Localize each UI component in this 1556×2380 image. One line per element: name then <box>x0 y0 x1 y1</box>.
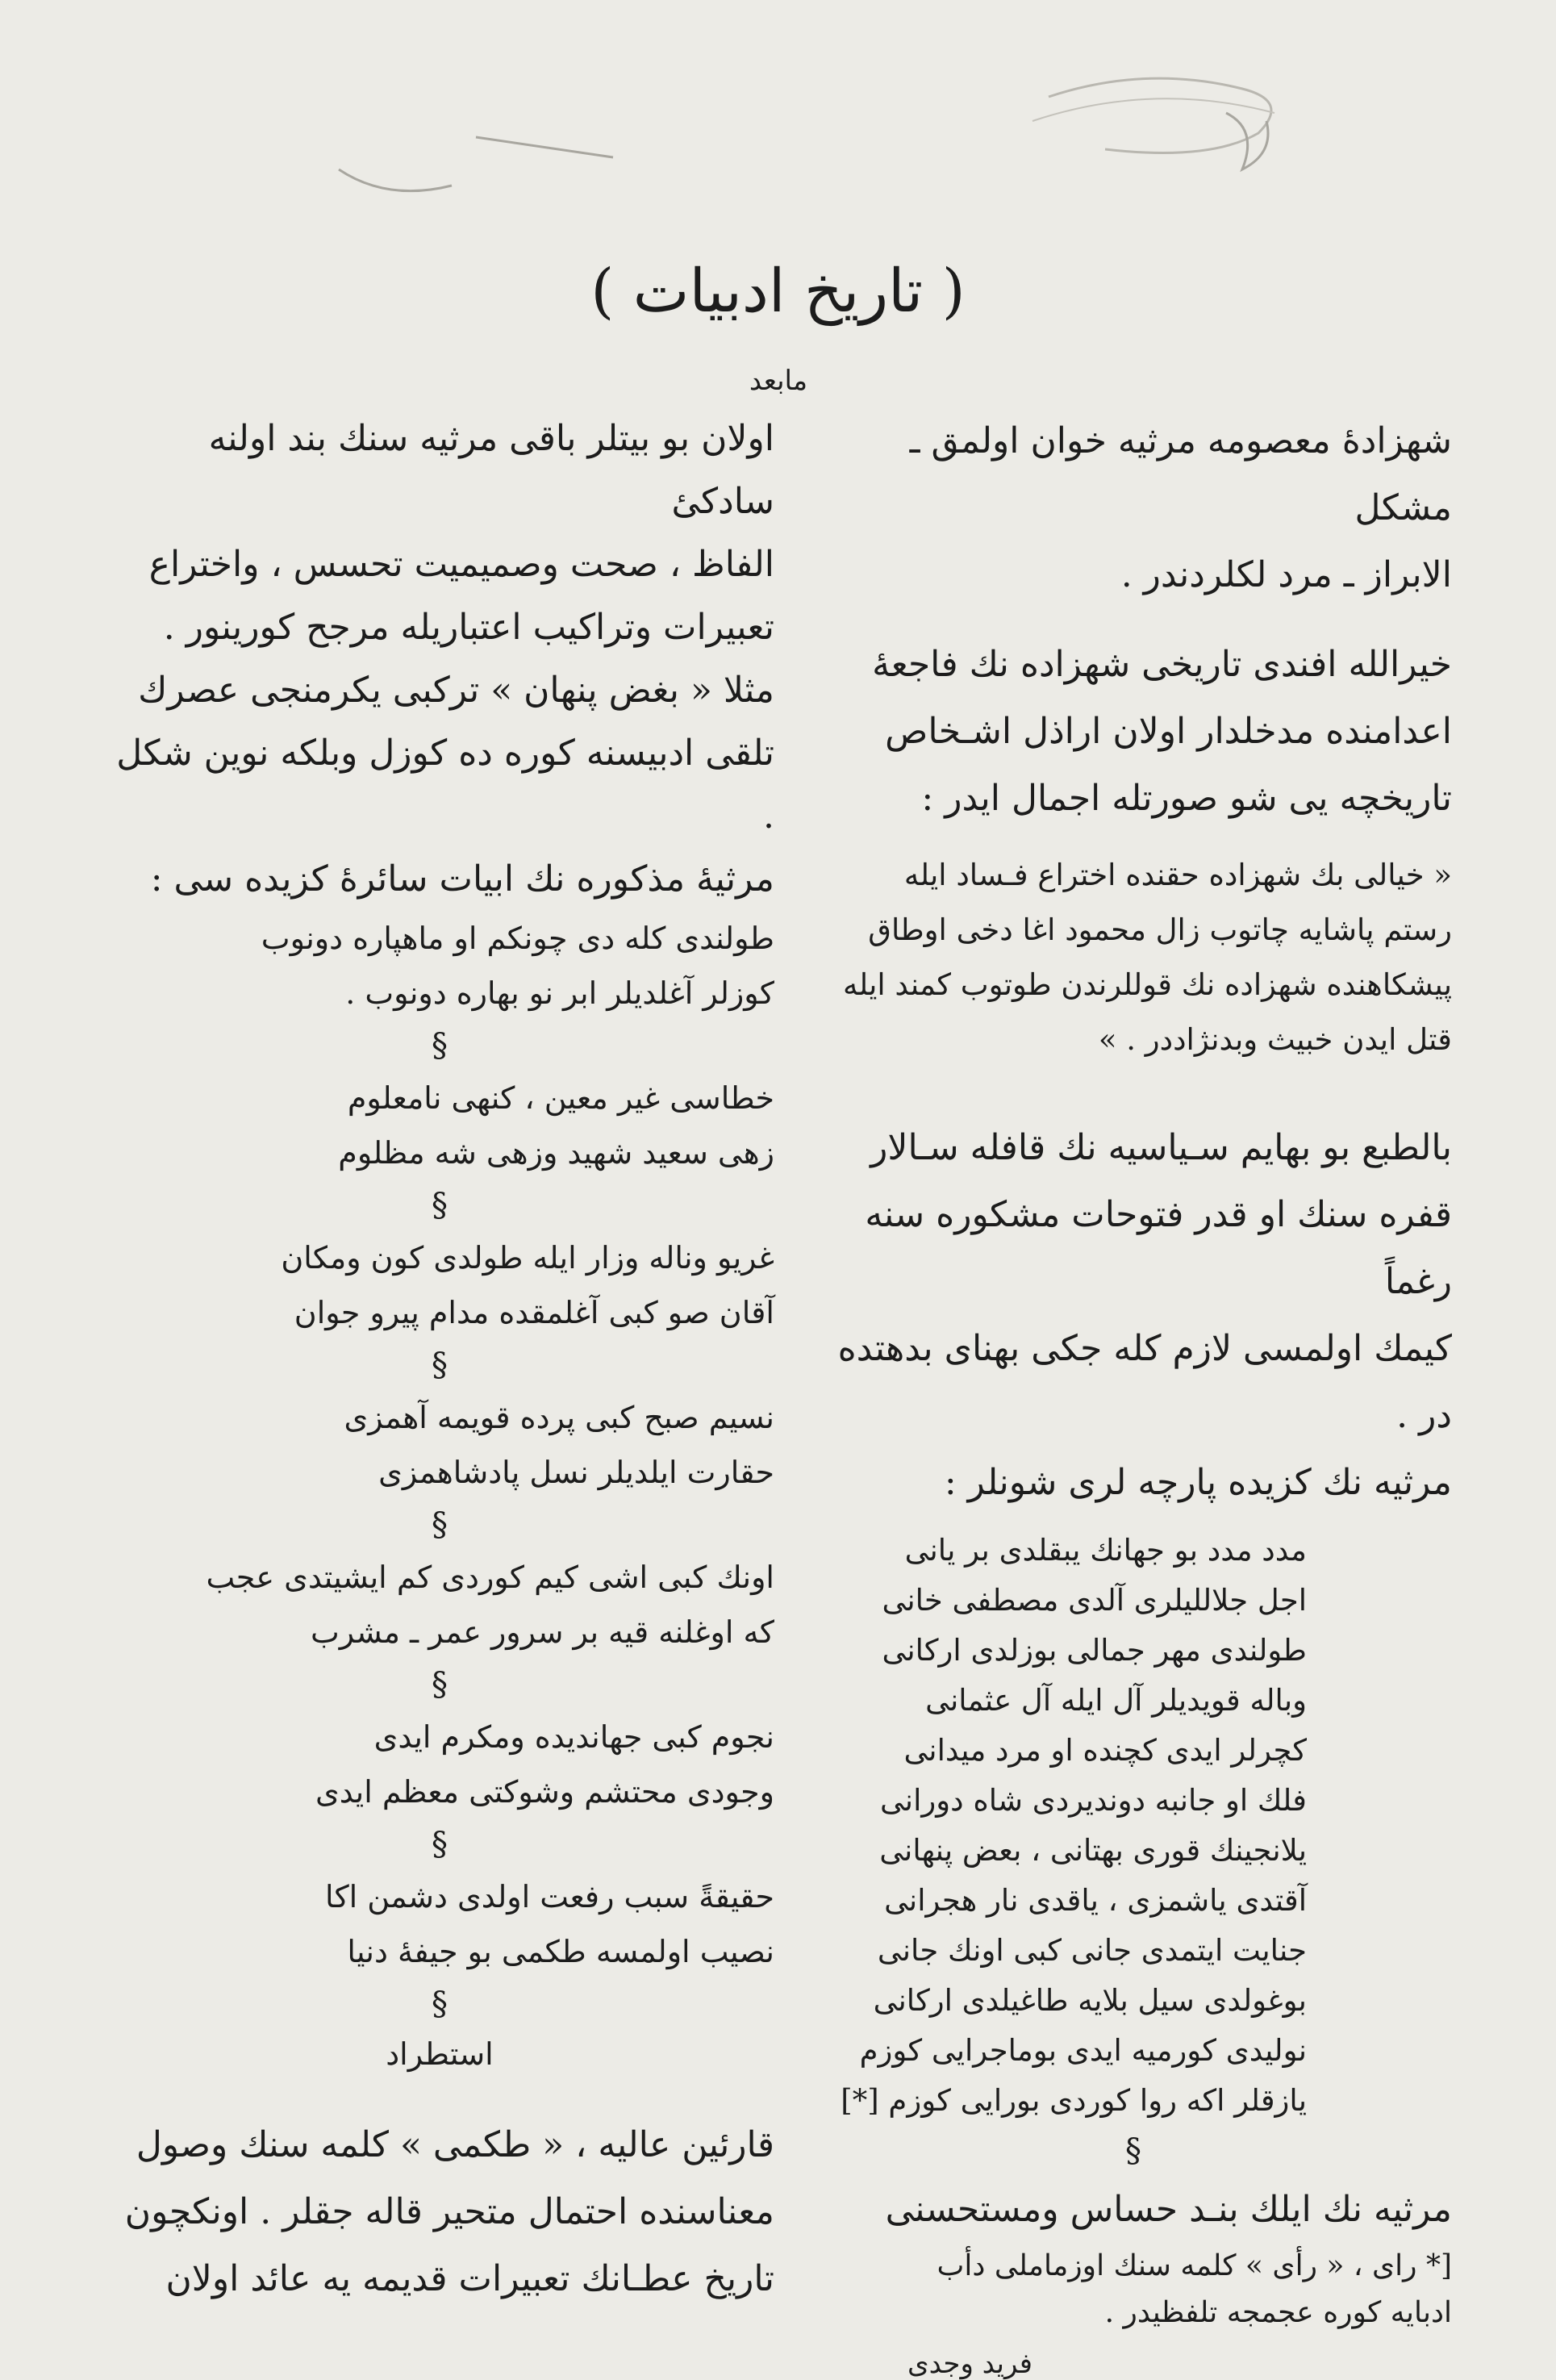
text-line: رستم پاشایه چاتوب زال محمود اغا دخی اوطاق <box>868 912 1452 947</box>
text-line: معناسنده احتمال متحیر قاله جقلر . اونکچون <box>124 2191 774 2232</box>
verse-line: وباله قویدیلر آل ایله آل عثمانی <box>925 1683 1307 1718</box>
verse-line: یازقلر اکه روا کوردی بورایی کوزم [*] <box>841 2083 1307 2118</box>
verse-line: که اوغلنه قیه بر سرور عمر ـ مشرب <box>310 1614 774 1650</box>
verse-line: حقیقةً سبب رفعت اولدی دشمن اکا <box>324 1879 774 1914</box>
verse-line: حقارت ایلدیلر نسل پادشاهمزی <box>378 1455 774 1490</box>
text-line: [* رای ، « رأی » کلمه سنك اوزماملی دأب <box>937 2249 1452 2282</box>
block-quote <box>815 848 1452 1067</box>
digression-heading: استطراد <box>386 2036 494 2072</box>
continued-label: مابعد <box>749 365 808 397</box>
verse-couplet <box>105 1710 774 1819</box>
verse-line: غریو وناله وزار ایله طولدی کون ومکان <box>281 1240 774 1276</box>
text-line: مثلا « بغض پنهان » ترکبی یکرمنجی عصرك <box>138 670 774 711</box>
pencil-scribbles <box>0 0 1556 226</box>
verse-line: زهی سعید شهید وزهی شه مظلوم <box>338 1135 774 1171</box>
verse-line: آقتدی یاشمزی ، یاقدی نار هجرانی <box>884 1883 1307 1918</box>
text-line: پیشکاهنده شهزاده نك قوللرندن طوتوب کمند ایله <box>842 967 1452 1002</box>
section-mark: § <box>432 1506 448 1543</box>
text-line: خیرالله افندی تاریخی شهزاده نك فاجعهٔ <box>872 644 1452 685</box>
text-line: کیمك اولمسی لازم کله جکی بهنای بدهتده در . <box>837 1328 1452 1436</box>
paragraph <box>105 407 774 911</box>
verse-line: یلانجینك قوری بهتانی ، بعض پنهانی <box>879 1833 1307 1868</box>
verse-line: نصیب اولمسه طکمی بو جیفهٔ دنیا <box>347 1934 774 1969</box>
text-line: الفاظ ، صحت وصمیمیت تحسس ، واختراع <box>148 544 774 585</box>
verse-line: اجل جلاللیلری آلدی مصطفی خانی <box>882 1583 1307 1618</box>
verse-line: خطاسی غیر معین ، کنهی نامعلوم <box>347 1080 774 1116</box>
page-title: ( تاریخ ادبیات ) <box>590 257 966 326</box>
text-line: « خیالی بك شهزاده حقنده اختراع فـساد ایله <box>903 858 1452 892</box>
paragraph <box>105 2111 774 2312</box>
right-column <box>815 407 1452 2380</box>
paragraph: مرثیه نك ایلك بنـد حساس ومستحسنی <box>885 2189 1452 2230</box>
verse-line: وجودی محتشم وشوکتی معظم ایدی <box>315 1774 774 1810</box>
text-line: اولان بو بیتلر باقی مرثیه سنك بند اولنه سادکیٔ <box>208 418 774 522</box>
text-line: تاریخ عطـانك تعبیرات قدیمه یه عائد اولان <box>165 2258 774 2299</box>
text-line: تلقی ادبیسنه کوره ده کوزل وبلکه نوین شکل . <box>116 733 774 837</box>
section-mark: § <box>432 1187 448 1224</box>
section-mark: § <box>432 1666 448 1703</box>
verse-line: طولندی کله دی چونکم او ماهپاره دونوب <box>261 921 774 956</box>
verse-couplet <box>105 1071 774 1180</box>
paragraph <box>815 631 1452 832</box>
verse-couplet <box>105 1230 774 1340</box>
verse-line: آقان صو کبی آغلمقده مدام پیرو جوان <box>294 1295 774 1330</box>
verse-couplet <box>105 911 774 1021</box>
left-column <box>105 407 774 2312</box>
verse-line: جنایت ایتمدی جانی کبی اونك جانی <box>877 1933 1307 1968</box>
section-mark: § <box>1125 2132 1141 2169</box>
paragraph <box>815 1114 1452 1516</box>
verse-line: کوزلر آغلدیلر ابر نو بهاره دونوب . <box>345 975 774 1011</box>
verse-line: کچرلر ایدی کچنده او مرد میدانی <box>903 1733 1307 1768</box>
section-mark: § <box>432 1027 448 1064</box>
paragraph <box>815 407 1452 608</box>
verse-couplet <box>105 1390 774 1500</box>
verse-block <box>815 1526 1452 2126</box>
text-line: تعبیرات وتراکیب اعتباریله مرجح کورینور . <box>163 607 774 648</box>
text-line: الابراز ـ مرد لکلردندر . <box>1120 554 1452 595</box>
text-line: اعدامنده مدخلدار اولان اراذل اشـخاص <box>885 711 1452 752</box>
text-line: شهزادهٔ معصومه مرثیه خوان اولمق ـ مشکل <box>909 420 1452 528</box>
verse-line: طولندی مهر جمالی بوزلدی ارکانی <box>882 1633 1307 1668</box>
verse-line: بوغولدی سیل بلایه طاغیلدی ارکانی <box>873 1983 1307 2018</box>
author-signature: فرید وجدی <box>907 2348 1032 2380</box>
verse-line: مدد مدد بو جهانك یبقلدی بر یانی <box>904 1533 1307 1568</box>
section-mark: § <box>432 1985 448 2023</box>
verse-line: فلك او جانبه دوندیردی شاه دورانی <box>879 1783 1307 1818</box>
text-line: بالطبع بو بهایم سـیاسیه نك قافله سـالار <box>870 1127 1452 1168</box>
section-mark: § <box>432 1826 448 1863</box>
verse-couplet <box>105 1550 774 1660</box>
section-mark: § <box>432 1347 448 1384</box>
footnote <box>815 2243 1452 2336</box>
verse-couplet <box>105 1869 774 1979</box>
text-line: قتل ایدن خبیث وبدنژاددر . » <box>1098 1022 1452 1057</box>
verse-line: اونك کبی اشی کیم کوردی کم ایشیتدی عجب <box>206 1560 774 1595</box>
text-line: قارئین عالیه ، « طکمی » کلمه سنك وصول <box>136 2124 774 2165</box>
verse-line: نجوم کبی جهاندیده ومکرم ایدی <box>373 1719 774 1755</box>
text-line: مرثیه نك کزیده پارچه لری شونلر : <box>944 1462 1452 1503</box>
text-line: مرثیهٔ مذکوره نك ابیات سائرهٔ کزیده سی : <box>150 858 774 900</box>
verse-line: نولیدی کورمیه ایدی بوماجرایی کوزم <box>859 2033 1307 2068</box>
text-line: تاریخچه یی شو صورتله اجمال ایدر : <box>921 778 1452 819</box>
text-line: قفره سنك او قدر فتوحات مشکوره سنه رغماً <box>865 1194 1452 1302</box>
verse-line: نسیم صبح کبی پرده قویمه آهمزی <box>344 1400 774 1435</box>
text-line: ادبایه کوره عجمجه تلفظیدر . <box>1104 2296 1452 2329</box>
